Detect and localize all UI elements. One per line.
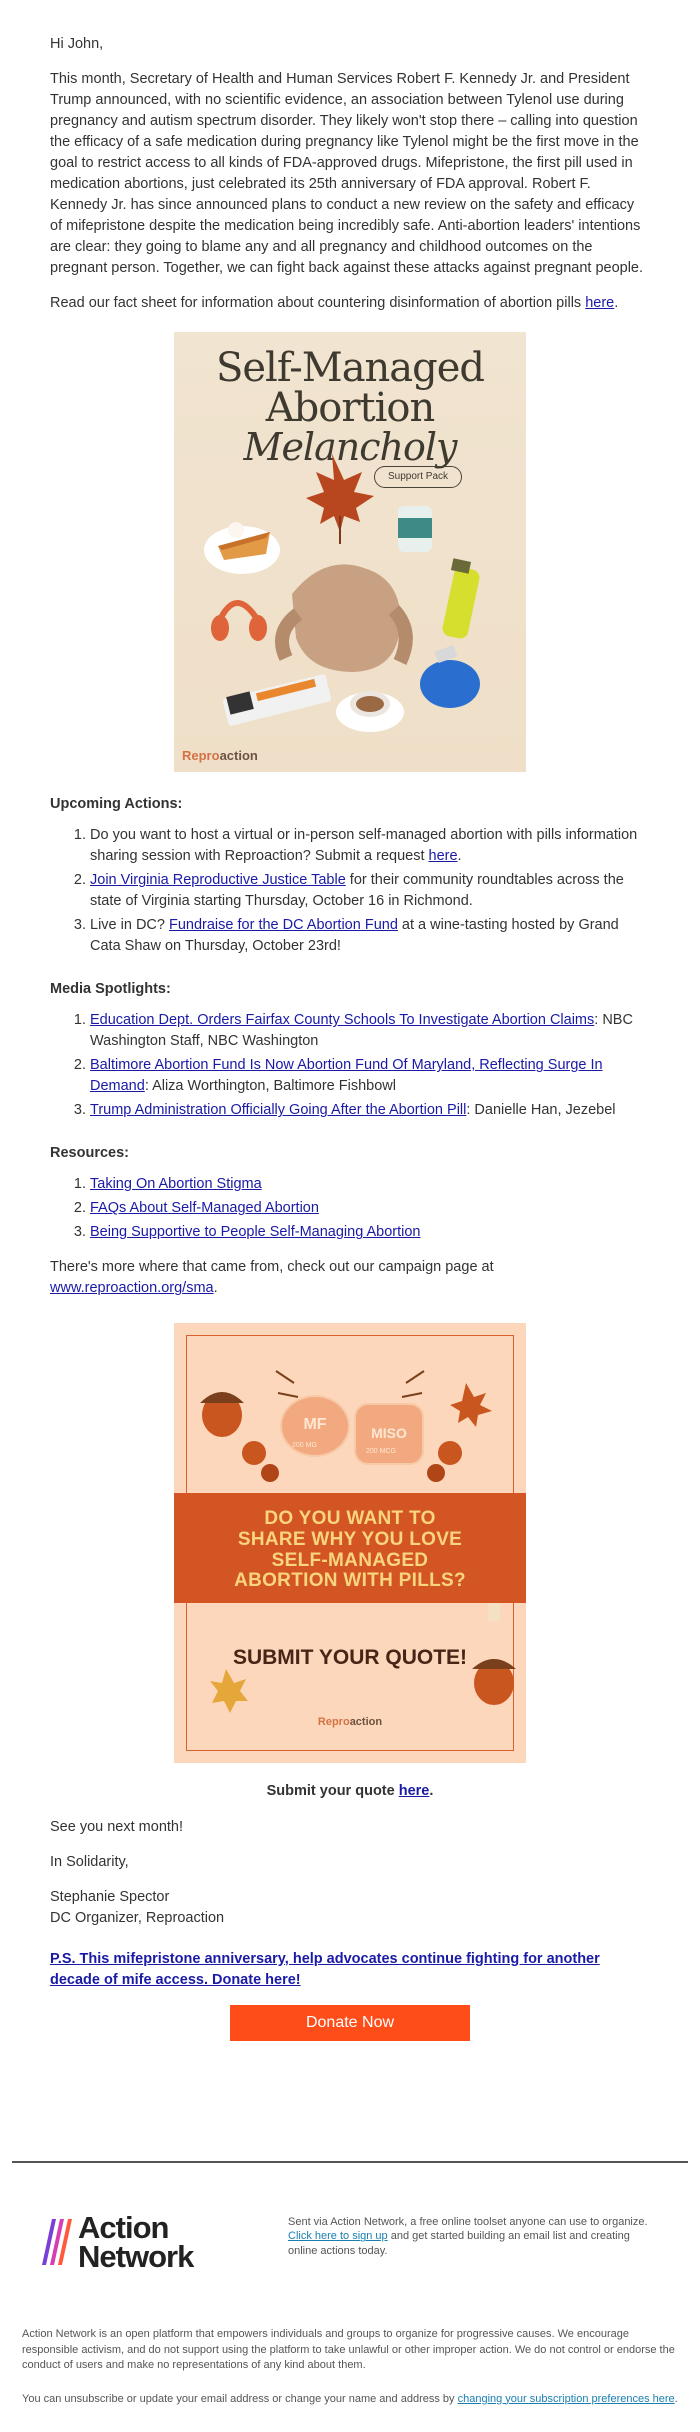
donate-now-button[interactable]: Donate Now (230, 2005, 470, 2041)
poster1-title-line3: Melancholy (243, 425, 457, 470)
miso-pill-dose: 200 MCG (366, 1448, 396, 1456)
poster1-illustration (174, 332, 526, 772)
leaf-cluster-icon (242, 1441, 462, 1482)
sweater-icon (282, 565, 406, 673)
media-link-2[interactable]: Baltimore Abortion Fund Is Now Abortion Fund Of Maryland, Reflecting Surge In Demand (90, 1057, 603, 1095)
ps-line (50, 1949, 650, 1991)
support-pack-badge: Support Pack (374, 466, 462, 488)
upcoming-list (50, 825, 650, 957)
sun-rays-icon (276, 1371, 424, 1397)
see-you-text: See you next month! (50, 1818, 183, 1835)
fact-sheet-end: . (614, 295, 619, 312)
media-link-3[interactable]: Trump Administration Officially Going After the Abortion Pill (90, 1102, 467, 1119)
list-item: 1. Education Dept. Orders Fairfax County Schools To Investigate Abortion Claims: NBC Washington Staff, NBC Washington (90, 1010, 650, 1052)
list-item (90, 1222, 650, 1243)
unsubscribe-line: You can unsubscribe or update your email address or change your name and address by changing your subscription preferences here. (22, 2392, 678, 2405)
signer-title: DC Organizer, Reproaction (50, 1909, 225, 1926)
list-item: 2. Baltimore Abortion Fund Is Now Abortion Fund Of Maryland, Reflecting Surge In Demand: Aliza Worthington, Baltimore Fishbowl (90, 1055, 650, 1097)
host-request-link[interactable]: here (428, 848, 458, 865)
submit-quote-link[interactable]: here (398, 1783, 430, 1800)
leaf-icon (450, 1383, 492, 1427)
closing-text: In Solidarity, (50, 1853, 129, 1870)
submit-quote-line: Submit your quote here. (266, 1783, 434, 1800)
intro-paragraph: This month, Secretary of Health and Human Services Robert F. Kennedy Jr. and President Trump announced, with no scientific evidence, an association between Tylenol use during pregnancy and autism spectrum disorder. They likely won't stop there – calling into question the efficacy of a safe medication during pregnancy like Tylenol might be the first move in the goal to restrict access to all kinds of FDA-approved drugs. Mifepristone, the first pill used in medication abortions, just celebrated its 25th anniversary of FDA approval. Robert F. Kennedy Jr. has since announced plans to conduct a new review on the safety and efficacy of mifepristone despite the medication being incredibly safe. Anti-abortion leaders' intentions are clear: they going to blame any and all pregnancy and childhood outcomes on the pregnant person. Together, we can fight back against these attacks against pregnant people. (50, 71, 644, 277)
media-list (50, 1010, 650, 1121)
action-network-wordmark: Action Network (78, 2209, 194, 2275)
headphones-icon (211, 603, 267, 641)
media-heading: Media Spotlights: (50, 981, 171, 998)
submit-quote-poster[interactable] (174, 1323, 526, 1763)
virginia-rj-table-link[interactable]: Join Virginia Reproductive Justice Table (90, 872, 346, 889)
fact-sheet-line (50, 293, 650, 314)
resources-heading: Resources: (50, 1145, 129, 1162)
footer-divider (12, 2161, 688, 2163)
fact-sheet-text: Read our fact sheet for information about countering disinformation of abortion pills (50, 295, 586, 312)
campaign-line: There's more where that came from, check out our campaign page at www.reproaction.org/sma. (50, 1259, 494, 1297)
ps-donate-link[interactable]: P.S. This mifepristone anniversary, help advocates continue fighting for another decade of mife access. Donate here! (50, 1950, 600, 1988)
action-network-mark-icon (38, 2219, 72, 2265)
list-item (90, 1198, 650, 1219)
resources-list (50, 1174, 650, 1243)
dc-abortion-fund-link[interactable]: Fundraise for the DC Abortion Fund (168, 917, 398, 934)
resource-link-3[interactable]: Being Supportive to People Self-Managing Abortion (90, 1224, 421, 1241)
resource-link-1[interactable]: Taking On Abortion Stigma (90, 1176, 262, 1193)
poster1-title-line2: Abortion (265, 385, 435, 432)
maple-leaf-icon (306, 454, 374, 544)
coffee-cup-icon (336, 691, 404, 732)
list-item: 3. Live in DC? Fundraise for the DC Abortion Fund at a wine-tasting hosted by Grand Cata Shaw on Thursday, October 23rd! (90, 915, 650, 957)
greeting: Hi John, (50, 36, 104, 52)
leaf-icon (210, 1669, 248, 1713)
fact-sheet-link[interactable]: here (585, 295, 615, 312)
mf-pill-icon: MF (280, 1395, 350, 1457)
mf-pill-dose: 200 MG (292, 1442, 317, 1450)
water-bottle-icon (441, 558, 481, 640)
subscription-preferences-link[interactable]: changing your subscription preferences here (457, 2392, 675, 2405)
list-item: 3. Trump Administration Officially Going After the Abortion Pill: Danielle Han, Jezebel (90, 1100, 650, 1121)
action-network-logo (38, 2209, 268, 2275)
media-link-1[interactable]: Education Dept. Orders Fairfax County Schools To Investigate Abortion Claims (90, 1012, 595, 1029)
ice-pack-icon (420, 645, 480, 708)
pill-bottle-icon (398, 506, 432, 552)
signup-link[interactable]: Click here to sign up (288, 2230, 388, 2243)
list-item: 1. Do you want to host a virtual or in-person self-managed abortion with pills information sharing session with Reproaction? Submit a request here. (90, 825, 650, 867)
list-item (90, 1174, 650, 1195)
sent-via-text: Sent via Action Network, a free online toolset anyone can use to organize. Click here to sign up and get started building an email list and creating online actions today. (288, 2215, 648, 2258)
acorn-icon (200, 1392, 244, 1437)
pie-icon (204, 522, 280, 574)
footer-top (0, 2209, 700, 2275)
self-managed-abortion-poster (174, 332, 526, 772)
resource-link-2[interactable]: FAQs About Self-Managed Abortion (90, 1200, 319, 1217)
reproaction-logo: Reproaction (317, 1716, 383, 1729)
reproaction-logo: Reproaction (182, 748, 258, 764)
pill-box-icon (222, 674, 332, 727)
upcoming-heading: Upcoming Actions: (50, 796, 183, 813)
poster2-submit-text: SUBMIT YOUR QUOTE! (232, 1646, 468, 1670)
platform-disclaimer: Action Network is an open platform that empowers individuals and groups to organize for progressive causes. We encourage responsible activism, and do not support using the platform to take unlawful or other improper action. We do not control or endorse the conduct of users and make no representations of any kind about them. (22, 2328, 675, 2372)
poster1-title-line1: Self-Managed (215, 345, 485, 392)
list-item: 2. Join Virginia Reproductive Justice Table for their community roundtables across the state of Virginia starting Thursday, October 16 in Richmond. (90, 870, 650, 912)
miso-pill-icon: MISO (354, 1403, 424, 1465)
signer-name: Stephanie Spector (50, 1888, 170, 1905)
campaign-link[interactable]: www.reproaction.org/sma (50, 1280, 214, 1297)
poster2-question: DO YOU WANT TO SHARE WHY YOU LOVE SELF-MANAGED ABORTION WITH PILLS? (234, 1508, 466, 1592)
